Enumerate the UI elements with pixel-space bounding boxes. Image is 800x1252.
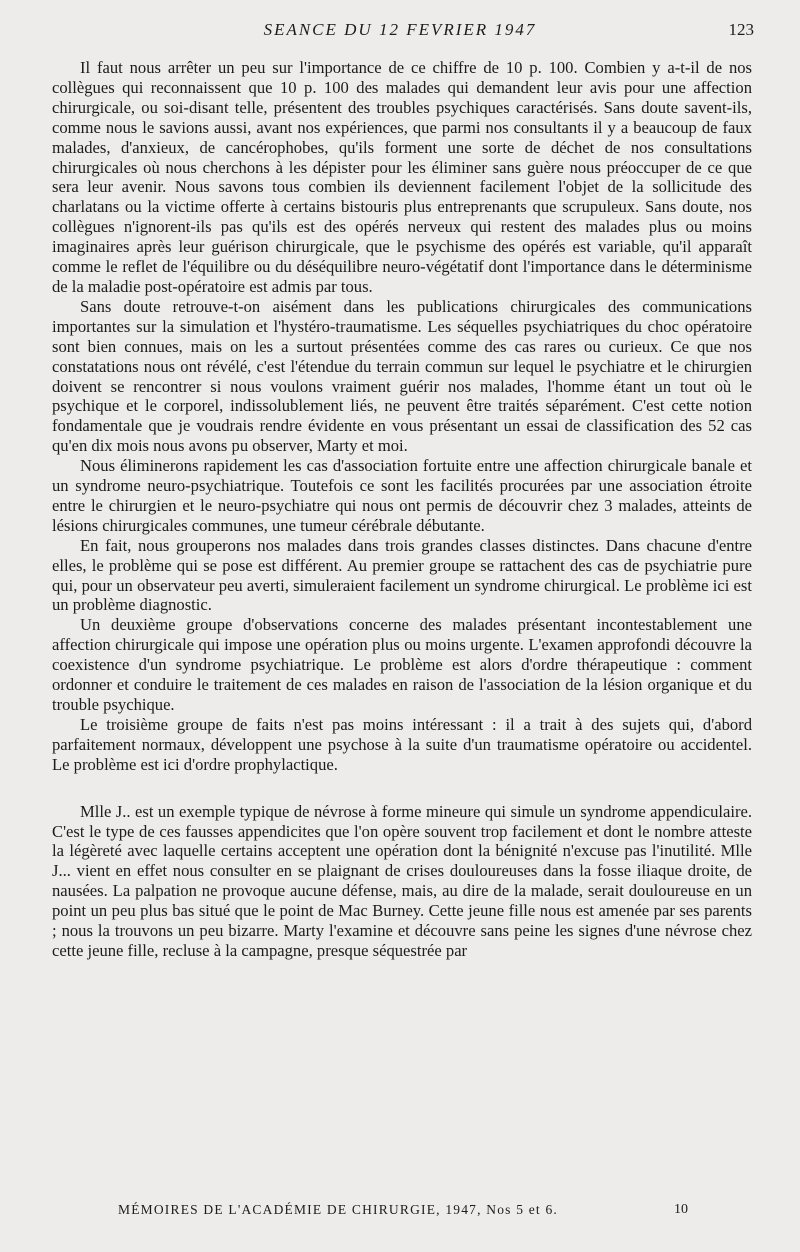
body-text (52, 58, 752, 961)
signature-mark: 10 (674, 1202, 688, 1217)
page-footer (0, 1202, 800, 1226)
paragraph: Sans doute retrouve-t-on aisément dans les publications chirurgicales des communications importantes sur la simulation et l'hystéro-traumatisme. Les séquelles psychiatriques du choc opératoire sont bien connues, mais on les a surtout présentées comme des cas rares ou curieux. Ce que nos constatations nous ont révélé, c'est l'étendue du terrain commun sur lequel le psychiatre et le chirurgien doivent se rencontrer si nous voulons vraiment guérir nos malades, l'homme étant un tout où le psychique et le corporel, indissolublement liés, ne peuvent être traités séparément. C'est cette notion fondamentale que je voudrais rendre évidente en vous présentant un essai de classification des 52 cas qu'en dix mois nous avons pu observer, Marty et moi. (52, 296, 752, 456)
page-number: 123 (728, 20, 754, 39)
paragraph: Un deuxième groupe d'observations concerne des malades présentant incontestablement une affection chirurgicale qui impose une opération plus ou moins urgente. L'examen approfondi découvre la coexistence d'un syndrome psychiatrique. Le problème est alors d'ordre thérapeutique : comment ordonner et conduire le traitement de ces malades en raison de l'association de la lésion organique et du trouble psychique. (52, 615, 752, 714)
paragraph: En fait, nous grouperons nos malades dans trois grandes classes distinctes. Dans chacune d'entre elles, le problème qui se pose est différent. Au premier groupe se rattachent des cas de psychiatrie pure qui, pour un observateur peu averti, simuleraient facilement un syndrome chirurgical. Le problème ici est un problème diagnostic. (52, 535, 752, 615)
paragraph: Nous éliminerons rapidement les cas d'association fortuite entre une affection chirurgicale banale et un syndrome neuro-psychiatrique. Toutefois ce sont les facilités procurées par une association étroite entre le chirurgien et le neuro-psychiatre qui nous ont permis de découvrir chez 3 malades, atteints de lésions chirurgicales communes, une tumeur cérébrale débutante. (52, 456, 752, 535)
footer-citation: MÉMOIRES DE L'ACADÉMIE DE CHIRURGIE, 1947, Nos 5 et 6. (118, 1202, 558, 1217)
paragraph: Le troisième groupe de faits n'est pas moins intéressant : il a trait à des sujets qui, d'abord parfaitement normaux, développent une psychose à la suite d'un traumatisme opératoire ou accidentel. Le problème est ici d'ordre prophylactique. (52, 714, 752, 774)
page-header (0, 18, 800, 46)
paragraph: Il faut nous arrêter un peu sur l'importance de ce chiffre de 10 p. 100. Combien y a-t-il de nos collègues qui reconnaissent que 10 p. 100 des malades qui demandent leur avis pour une affection chirurgicale, ou soi-disant telle, présentent des troubles psychiques caractérisés. Sans doute savent-ils, comme nous le savions aussi, avant nos expériences, que parmi nos consultants il y a beaucoup de faux malades, d'anxieux, de cancérophobes, qu'ils forment une sorte de déchet de nos consultations chirurgicales où nous cherchons à les dépister pour les éliminer sans guère nous préoccuper de ce que sera leur avenir. Nous savons tous combien ils deviennent facilement l'objet de la sollicitude des charlatans ou la victime offerte à certains bistouris plus entreprenants que scrupuleux. Sans doute, nos collègues n'ignorent-ils pas qu'ils est des opérés nerveux qui restent des malades plus ou moins imaginaires après leur guérison chirurgicale, que le psychisme des opérés est variable, qu'il apparaît comme le reflet de l'équilibre ou du déséquilibre neuro-végétatif dont l'importance dans le déterminisme de la maladie post-opératoire est admis par tous. (52, 58, 752, 296)
case-paragraph: Mlle J.. est un exemple typique de névrose à forme mineure qui simule un syndrome appendiculaire. C'est le type de ces fausses appendicites que l'on opère souvent trop facilement et dont le nombre atteste la légèreté avec laquelle certains acceptent une opération dont la bénignité n'excuse pas l'inutilité. Mlle J... vient en effet nous consulter en se plaignant de crises douloureuses dans la fosse iliaque droite, de nausées. La palpation ne provoque aucune défense, mais, au dire de la malade, serait douloureuse en un point un peu plus bas situé que le point de Mac Burney. Cette jeune fille nous est amenée par ses parents ; nous la trouvons un peu bizarre. Marty l'examine et découvre sans peine les signes d'une névrose chez cette jeune fille, recluse à la campagne, presque séquestrée par (52, 801, 752, 960)
running-title: SEANCE DU 12 FEVRIER 1947 (263, 20, 537, 39)
